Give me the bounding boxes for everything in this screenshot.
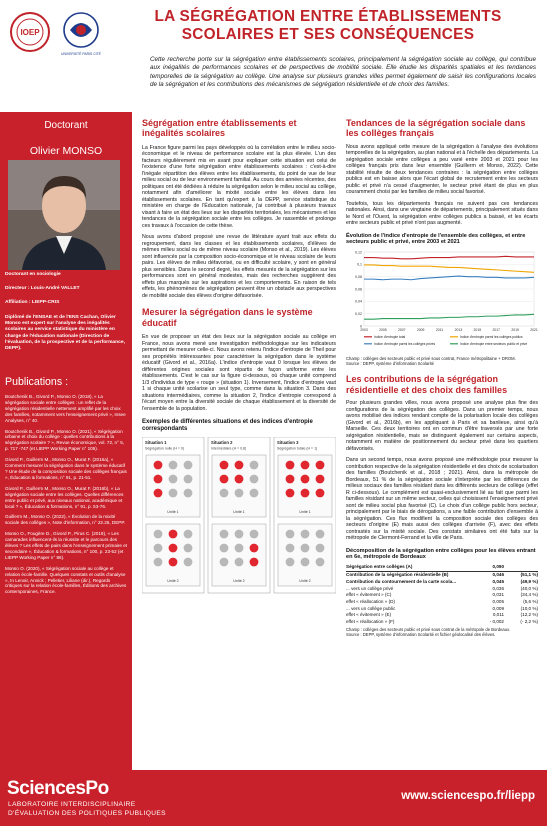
red-individual-dot — [286, 475, 295, 484]
grey-individual-dot — [220, 558, 229, 567]
red-individual-dot — [169, 558, 178, 567]
unit-label: Unité 1 — [299, 510, 311, 515]
table-row — [346, 585, 538, 592]
red-individual-dot — [169, 544, 178, 553]
grey-individual-dot — [154, 544, 163, 553]
upc-logo-text: UNIVERSITÉ PARIS CITÉ — [61, 52, 101, 56]
chart-title: Évolution de l'indice d'entropie de l'ensemble des collèges, et entre secteurs public et privé, entre 2003 et 2021 — [346, 232, 526, 246]
table-row — [346, 571, 538, 578]
grey-individual-dot — [169, 489, 178, 498]
x-tick-label: 2003 — [360, 328, 368, 332]
x-tick-label: 2015 — [473, 328, 482, 332]
y-tick-label: 0,12 — [355, 250, 362, 255]
situation-subtitle: Ségrégation totale (H = 1) — [277, 446, 318, 451]
red-individual-dot — [316, 461, 325, 470]
sciencespo-logo: SciencesPo — [7, 778, 109, 799]
grey-individual-dot — [301, 558, 310, 567]
author-bio: Diplômé de l'ENSAE et de l'ENS Cachan, Olivier Monso est expert sur l'analyse des inégalités scolaires au service statistique du ministère en charge de l'éducation nationale (Direction de l'évaluation, de la prospective et de la performance, DEPP). — [5, 315, 125, 352]
situation-subtitle: Ségrégation nulle (H = 0) — [145, 446, 185, 451]
figure-title: Exemples de différentes situations et des indices d'entropie correspondants — [142, 419, 313, 433]
red-individual-dot — [301, 461, 310, 470]
table-cell-pct: (- 2,2 %) — [520, 619, 538, 625]
red-individual-dot — [220, 475, 229, 484]
lab-name-line2: D'ÉVALUATION DES POLITIQUES PUBLIQUES — [8, 810, 166, 817]
poster-footer — [0, 770, 547, 826]
red-individual-dot — [286, 489, 295, 498]
grey-individual-dot — [250, 475, 259, 484]
author-portrait — [8, 160, 120, 270]
y-tick-label: 0,06 — [355, 287, 362, 292]
section-title-segregation: Ségrégation entre établissements et inégalités scolaires — [142, 118, 297, 139]
section-paragraph: En vue de proposer un état des lieux sur la ségrégation sociale au collège en France, nous avons mené une investigation méthodologique sur les indicateurs permettant de mesurer celle-ci. Nous avons retenu l'indice d'entropie de Theil pour ses propriétés intéressantes pour caractériser la ségrégation dans le système éducatif (Givord et al., 2016a). L'indice d'entropie vaut 0 lorsque les élèves de différentes origines sociales sont répartis de façon uniforme entre les établissements. C'est le cas sur la figure ci-dessous, où chaque unité comprend 1/3 d'individus de type « rouge » (situation 1). Inversement, l'indice d'entropie vaut 1 si chaque unité scolarise un seul type, comme dans la situation 3. Dans des situations intermédiaires, comme la situation 2, l'indice d'entropie correspond à l'écart moyen entre la diversité sociale de chaque établissement et la diversité de l'ensemble de la population. — [142, 334, 336, 412]
red-individual-dot — [250, 544, 259, 553]
red-individual-dot — [235, 475, 244, 484]
red-individual-dot — [154, 461, 163, 470]
section-paragraph: La France figure parmi les pays développés où la corrélation entre le milieu socio-économique et le niveau de performance scolaire est la plus élevée. L'un des facteurs régulièrement mis en avant pour expliquer cette situation est celui de l'existence d'une forte ségrégation entre établissements scolaires : c'est-à-dire l'inégale répartition des élèves entre les établissements, du point de vue de leur milieu social ou de leur environnement familial. Au cours des années récentes, des politiques ont été dédiées à réduire la ségrégation selon le milieu social au collège, notamment afin d'améliorer la mixité sociale entre les élèves dans les établissements scolaires. En tant qu'expert à la DEPP, service statistique du ministère en charge de l'Éducation nationale, j'ai contribué à plusieurs travaux visant à faire un état des lieux sur les disparités territoriales, les mécanismes et les tendances de la ségrégation sociale entre les collèges. Je rassemble et prolonge ces travaux à l'occasion de cette thèse. — [142, 144, 336, 229]
situation-title: Situation 2 — [211, 440, 233, 446]
y-tick-label: 0,02 — [355, 311, 362, 316]
unit-label: Unité 2 — [167, 579, 179, 584]
table-cell-value: 0,045 — [492, 578, 504, 584]
table-row — [346, 619, 538, 626]
author-discipline: Doctorant en sociologie — [5, 272, 61, 277]
red-individual-dot — [316, 475, 325, 484]
red-individual-dot — [286, 461, 295, 470]
website-link[interactable]: www.sciencespo.fr/liepp — [401, 790, 535, 802]
red-individual-dot — [301, 489, 310, 498]
red-individual-dot — [316, 489, 325, 498]
poster-title: LA SÉGRÉGATION ENTRE ÉTABLISSEMENTS SCOLAIRES ET SES CONSÉQUENCES — [154, 8, 502, 43]
grey-individual-dot — [301, 544, 310, 553]
table-cell-label: effet « réallocation » (D) — [346, 598, 395, 604]
x-tick-label: 2011 — [435, 328, 444, 332]
entropy-situations-figure — [142, 437, 336, 595]
x-tick-label: 2007 — [398, 328, 406, 332]
grey-individual-dot — [235, 489, 244, 498]
table-cell-label: Contribution du contournement de la carte scola... — [346, 578, 457, 584]
table-row — [346, 598, 538, 605]
x-tick-label: 2013 — [454, 328, 463, 332]
red-individual-dot — [154, 475, 163, 484]
table-cell-value: 0,046 — [492, 572, 504, 578]
table-cell-value: - 0,002 — [489, 619, 504, 625]
red-individual-dot — [301, 475, 310, 484]
table-row — [346, 612, 538, 619]
publication-item: Monso O., Fougère D., Givord P., Pirus C. (2019), « Les camarades influencent-ils la réussite et le parcours des élèves ? Les effets de pairs dans l'enseignement primaire et secondaire », Éducation & formations, n° 100, p. 23-52 (et LIEPP Working Paper n° 86). — [5, 531, 128, 560]
author-sidebar — [0, 112, 132, 770]
situation-subtitle: Intermédiaire (H = 0,8) — [211, 446, 247, 451]
table-cell-label: ... vers un collège privé — [346, 585, 394, 591]
grey-individual-dot — [184, 544, 193, 553]
grey-individual-dot — [154, 558, 163, 567]
publications-list — [5, 394, 128, 600]
grey-individual-dot — [220, 489, 229, 498]
unit-label: Unité 1 — [233, 510, 245, 515]
lab-name-line1: LABORATOIRE INTERDISCIPLINAIRE — [8, 801, 136, 808]
grey-individual-dot — [235, 530, 244, 539]
table-cell-value: 0,011 — [492, 612, 504, 618]
author-affiliation: Affiliation : LIEPP-CRIS — [5, 300, 60, 305]
y-tick-label: 0,04 — [355, 299, 362, 304]
table-scope: Champ : collèges des secteurs public et privé sous contrat de la métropole de Bordeaux. — [346, 627, 511, 633]
table-cell-label: ... vers un collège public — [346, 605, 396, 611]
section-paragraph: Pour plusieurs grandes villes, nous avons proposé une analyse plus fine des configurations de la ségrégation des collèges. Dans un premier temps, nous avons mobilisé des indices rendant compte de la polarisation locale des collèges (Givord et al., 2016b), en les appliquant à Paris et sa banlieue, ainsi qu'à Marseille. Ces deux territoires ont en commun d'être traversés par une forte ségrégation résidentielle, mais se distinguent également sur certains aspects, notamment en matière de positionnement du secteur privé dans les quartiers défavorisés. — [346, 400, 538, 452]
poster-header — [0, 0, 547, 112]
grey-individual-dot — [220, 530, 229, 539]
author-director: Directeur : Louis-André VALLET — [5, 286, 80, 291]
grey-individual-dot — [286, 544, 295, 553]
table-cell-value: 0,009 — [492, 605, 504, 611]
grey-individual-dot — [184, 530, 193, 539]
ioep-logo — [8, 10, 52, 58]
grey-individual-dot — [286, 558, 295, 567]
publication-item: Boutchenik B., Givord P., Monso O. (2021), « Ségrégation urbaine et choix du collège : quelles contributions à la ségrégation scolaire ? », Revue économique, vol. 72, n° 5, p. 717 -747 (et LIEPP Working Paper n° 105). — [5, 428, 125, 452]
publication-item: Monso O. (2020), « Ségrégation sociale au collège et relation école-famille. Quelques constats et outils d'analyse », In Lenoir, Annick ; Pelletier, Liliane (dir.), Regards critiques sur la relation école-familles, Éditions des archives contemporaines, France. — [5, 565, 127, 595]
grey-individual-dot — [250, 489, 259, 498]
situation-title: Situation 3 — [277, 440, 299, 446]
author-role: Doctorant — [44, 120, 88, 131]
table-row — [346, 592, 538, 599]
grey-individual-dot — [316, 530, 325, 539]
middle-column — [142, 118, 336, 600]
entropy-line-chart — [346, 248, 538, 356]
grey-individual-dot — [250, 461, 259, 470]
legend-label: Indice d'entropie total — [374, 335, 406, 339]
poster-intro: Cette recherche porte sur la ségrégation entre établissements scolaires, principalement la ségrégation sociale au collège, qui contribue aux inégalités de performances scolaires et de perspectives de mobilité sociale. Elle étudie les disparités spatiales et les tendances temporelles de la ségrégation au collège. Une analyse sur plusieurs grandes villes permet également de saisir les configurations locales de la ségrégation et les contributions des mécanismes de ségrégation résidentielle et de choix des familles. — [150, 56, 536, 89]
table-cell-pct: (51,1 %) — [520, 572, 538, 578]
table-cell-label: Ségrégation entre collèges (A) — [346, 564, 474, 571]
table-row — [346, 578, 538, 585]
section-paragraph: Dans un second temps, nous avons proposé une méthodologie pour mesurer la contribution respective de la ségrégation résidentielle et des choix de scolarisation des familles (Boutchenik et al., 2018 ; 2021). Ainsi, dans la métropole de Bordeaux, 51 % de la ségrégation sociale s'interprète par les différences de milieux sociaux des familles résidant dans les différents secteurs de collège (effet R ci-dessous). Le complément est quasi-exclusivement lié au fait que parmi les familles résidant sur un même secteur, celles qui choisissent l'enseignement privé sont de milieu social plus favorisé (C). Le choix d'un collège public hors secteur, principalement par le biais de dérogations, a une faible contribution d'ensemble à la ségrégation. Ces flux modifient la composition sociale des collèges des secteurs d'origine (E) mais aussi des collèges d'arrivée (F), avec des effets contrastés sur la mixité sociale. Des constats similaires ont été faits sur la métropole de Clermont-Ferrand et la ville de Paris. — [346, 457, 538, 542]
red-individual-dot — [220, 461, 229, 470]
publications-title: Publications : — [5, 376, 69, 388]
grey-individual-dot — [184, 489, 193, 498]
grey-individual-dot — [316, 544, 325, 553]
decomposition-table-title: Décomposition de la ségrégation entre collèges pour les élèves entrant en 6e, métropole de Bordeaux — [346, 547, 536, 561]
publication-item: Guillerm M., Monso O. (2022), « Évolution de la mixité sociale des collèges », Note d'information, n° 22.25, DEPP. — [5, 514, 126, 526]
grey-individual-dot — [301, 530, 310, 539]
section-title-trends: Tendances de la ségrégation sociale dans les collèges français — [346, 118, 526, 139]
table-cell-pct: (5,6 %) — [523, 598, 538, 604]
unit-label: Unité 2 — [233, 579, 245, 584]
grey-individual-dot — [286, 530, 295, 539]
x-tick-label: 2019 — [511, 328, 519, 332]
table-cell-value: 0,031 — [492, 592, 504, 598]
x-tick-label: 2017 — [492, 328, 500, 332]
unit-label: Unité 1 — [167, 510, 179, 515]
chart-scope: Champ : collèges des secteurs public et privé sous contrat, France métropolitaine + DROM. — [346, 356, 516, 361]
x-tick-label: 2005 — [379, 328, 387, 332]
unit-label: Unité 2 — [299, 579, 311, 584]
table-cell-label: effet « réallocation » (F) — [346, 619, 395, 625]
table-cell-label: Contribution de la ségrégation résidentielle (B) — [346, 572, 449, 578]
table-cell-pct: (10,0 %) — [520, 605, 538, 611]
grey-individual-dot — [184, 461, 193, 470]
universite-paris-cite-logo — [58, 10, 104, 58]
publication-item: Givord P., Guillerm M., Monso O., Murat F. (2016b), « La ségrégation sociale entre les collèges. Quelles différences entre public et privé, aux niveaux national, académique et local ? », Éducation & formations, n° 91, p. 53-76. — [5, 485, 124, 509]
table-cell-pct — [504, 564, 538, 571]
grey-individual-dot — [220, 544, 229, 553]
section-paragraph: Nous avons d'abord proposé une revue de littérature ayant trait aux effets du regroupement, dans les classes et les établissements scolaires, d'élèves de mêmes milieu social ou de même niveau scolaire (Monso et al., 2019). Les élèves sont influencés par la composition socio-économique et le niveau scolaire de leurs pairs. Les élèves de milieu défavorisé, ou en difficulté scolaire, y sont en général plus sensibles. Dans le second degré, les effets mesurés de la ségrégation sur les performances sont en général modestes, mais des recherches suggèrent des effets plus marqués sur les aspirations et les comportements. En raison de tels effets, les phénomènes de ségrégation peuvent être un obstacle aux perspectives de mobilité sociale des élèves d'origine défavorisée. — [142, 234, 336, 299]
red-individual-dot — [169, 530, 178, 539]
table-row — [346, 605, 538, 612]
table-cell-label: effet « évitement » (C) — [346, 592, 392, 598]
section-paragraph: Nous avons appliqué cette mesure de la ségrégation à l'analyse des évolutions temporelles de la ségrégation, au plan national et à l'échelle des départements. La ségrégation sociale entre collèges a peu varié entre 2003 et 2021 pour les collèges français pris dans leur ensemble (Guillerm et Monso, 2022). Cette stabilité résulte de deux tendances contraires : la ségrégation entre collèges publics est en baisse alors que l'écart global de recrutement entre les secteurs public et privé n'a cessé d'augmenter, le secteur privé étant de plus en plus couramment choisi par les familles de milieu social favorisé. — [346, 143, 538, 196]
section-title-contributions: Les contributions de la ségrégation résidentielle et des choix des familles — [346, 374, 508, 395]
table-cell-value: 0,036 — [492, 585, 504, 591]
grey-individual-dot — [235, 558, 244, 567]
ioep-logo-text: IOEP — [20, 28, 40, 37]
chart-source: Source : DEPP, système d'information Scolarité — [346, 361, 435, 367]
publication-item: Boutchenik B., Givord P., Monso O. (2018), « La ségrégation sociale entre collèges : un reflet de la ségrégation résidentielle nettement amplifié par les choix des familles, notamment vers l'enseignement privé », Insee Analyses, n° 40. — [5, 394, 126, 423]
grey-individual-dot — [154, 530, 163, 539]
grey-individual-dot — [169, 475, 178, 484]
grey-individual-dot — [184, 558, 193, 567]
legend-label: Indice d'entropie parmi les collèges privés — [374, 342, 436, 346]
grey-individual-dot — [169, 461, 178, 470]
table-source: Source : DEPP, système d'information Scolarité et fichier géolocalisé des élèves. — [346, 632, 496, 638]
grey-individual-dot — [184, 475, 193, 484]
section-title-measure: Mesurer la ségrégation dans le système éducatif — [142, 307, 313, 328]
situation-title: Situation 1 — [145, 440, 167, 446]
table-cell-value: 0,005 — [492, 598, 504, 604]
author-name: Olivier MONSO — [29, 145, 103, 157]
y-tick-label: 0,1 — [357, 262, 362, 267]
publication-item: Givord P., Guillerm M., Monso O., Murat F. (2016a), « Comment mesurer la ségrégation dans le système éducatif ? Une étude de la composition sociale des collèges français », Éducation & formations, n° 91, p. 21-51. — [5, 457, 127, 480]
y-tick-label: 0 — [360, 324, 362, 329]
table-cell-value: 0,090 — [474, 564, 504, 571]
grey-individual-dot — [250, 530, 259, 539]
x-tick-label: 2009 — [416, 328, 425, 332]
table-cell-pct: (34,4 %) — [520, 592, 538, 598]
red-individual-dot — [154, 489, 163, 498]
table-cell-pct: (40,0 %) — [520, 585, 538, 591]
red-individual-dot — [235, 461, 244, 470]
entropy-chart — [346, 233, 538, 367]
legend-label: Indice d'entropie parmi les collèges publics — [460, 335, 523, 339]
right-column — [346, 118, 538, 638]
table-cell-pct: (12,2 %) — [520, 612, 538, 618]
grey-individual-dot — [235, 544, 244, 553]
legend-label: Indice d'entropie entre secteurs public et privé — [460, 342, 528, 346]
red-individual-dot — [250, 558, 259, 567]
grey-individual-dot — [316, 558, 325, 567]
table-cell-label: effet « évitement » (E) — [346, 612, 392, 618]
decomposition-table — [346, 564, 538, 625]
y-tick-label: 0,08 — [355, 274, 362, 279]
table-cell-pct: (49,9 %) — [520, 578, 538, 584]
section-paragraph: Toutefois, tous les départements français ne suivent pas ces tendances nationales. Ainsi, dans une vingtaine de départements, principalement situés dans le Nord et l'Ouest, la ségrégation entre collèges publics a baissé, et les écarts entre secteurs public et privé n'ont pas augmenté. — [346, 200, 538, 227]
table-row — [346, 564, 538, 571]
x-tick-label: 2021 — [530, 328, 538, 332]
